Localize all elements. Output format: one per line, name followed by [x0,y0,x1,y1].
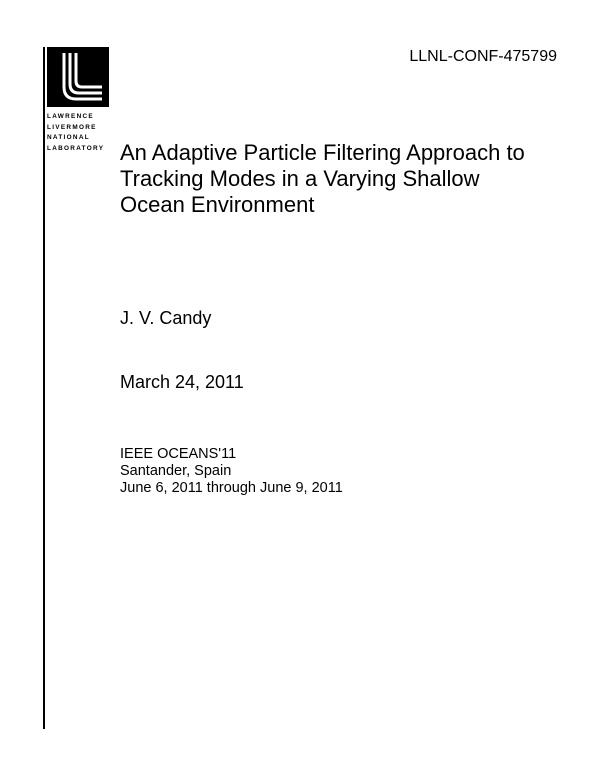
conference-name: IEEE OCEANS'11 [120,446,237,462]
logo-line: LAWRENCE [47,113,94,120]
title-line: An Adaptive Particle Filtering Approach to [120,140,525,165]
document-title [120,140,580,218]
conference-dates: June 6, 2011 through June 9, 2011 [120,480,343,496]
author-name: J. V. Candy [120,308,212,328]
left-margin-rule [43,47,45,729]
llnl-logo-icon [47,47,109,107]
logo-wordmark [47,112,109,154]
title-line: Tracking Modes in a Varying Shallow [120,166,480,191]
report-number: LLNL-CONF-475799 [409,48,557,65]
logo-line: NATIONAL [47,134,90,141]
conference-info [120,446,343,497]
title-line: Ocean Environment [120,192,315,217]
document-date: March 24, 2011 [120,372,244,392]
logo-line: LABORATORY [47,144,105,152]
logo-line: LIVERMORE [47,123,97,131]
conference-location: Santander, Spain [120,463,232,479]
